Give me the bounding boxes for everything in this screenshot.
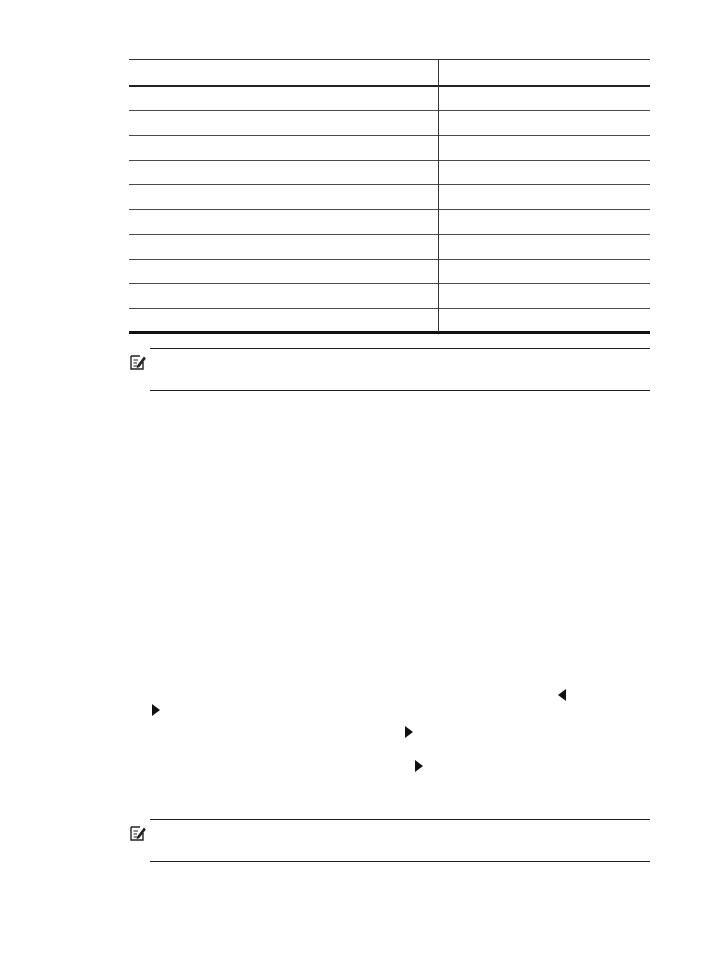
table-row-rule [129, 110, 650, 111]
note-box [129, 819, 650, 863]
note-bottom-rule [150, 861, 650, 862]
table-row-rule [129, 259, 650, 260]
table-row-rule [129, 209, 650, 210]
data-table [129, 59, 650, 334]
table-header-rule [129, 85, 650, 87]
table-row-rule [129, 160, 650, 161]
left-arrow-icon [556, 688, 568, 702]
table-row-rule [129, 234, 650, 235]
right-arrow-icon [403, 725, 415, 739]
table-row-rule [129, 308, 650, 309]
right-arrow-icon [413, 759, 425, 773]
note-pencil-icon [129, 354, 146, 371]
table-row-rule [129, 283, 650, 284]
note-bottom-rule [150, 390, 650, 391]
note-box [129, 348, 650, 392]
table-column-divider [438, 59, 439, 332]
table-row-rule [129, 184, 650, 185]
table-bottom-rule [129, 331, 650, 334]
note-pencil-icon [129, 825, 146, 842]
table-row-rule [129, 135, 650, 136]
note-top-rule [150, 348, 650, 349]
right-arrow-icon [150, 703, 162, 717]
table-top-rule [129, 59, 650, 60]
note-top-rule [150, 819, 650, 820]
